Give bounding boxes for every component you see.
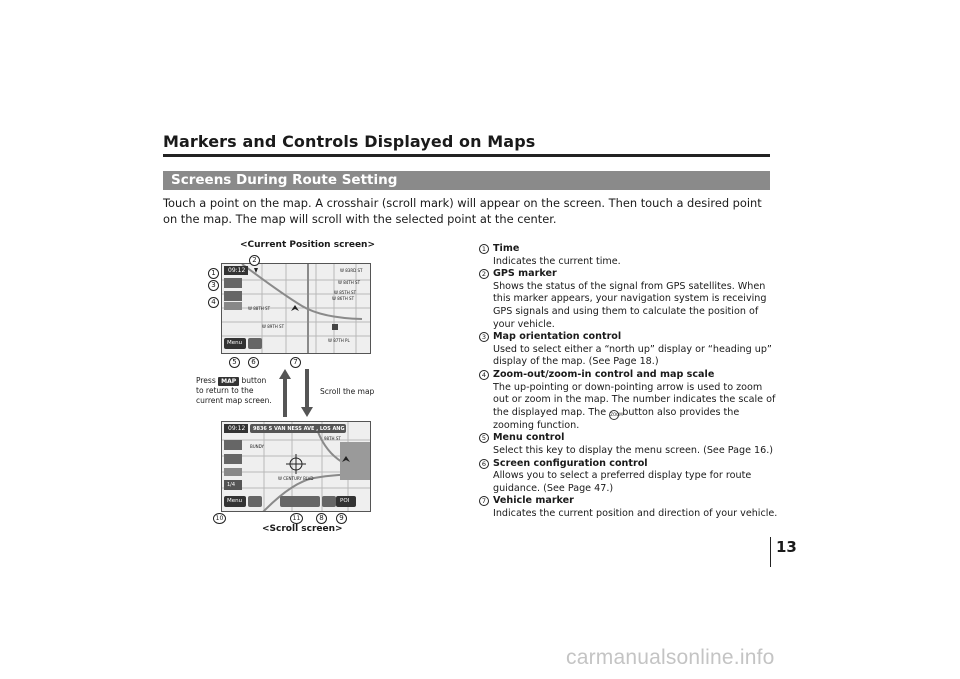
item-number: 5	[479, 433, 489, 443]
street-label: W 85TH ST	[334, 290, 357, 295]
page-number-rule	[770, 537, 771, 567]
callout-2: 2	[249, 255, 260, 266]
poi-button[interactable]: POI	[340, 498, 350, 504]
item-number: 7	[479, 496, 489, 506]
intro-paragraph: Touch a point on the map. A crosshair (scroll mark) will appear on the screen. Then touch a desired point on the map. The map will scroll with the selected point at the center.	[163, 196, 762, 226]
definition-item	[479, 243, 779, 268]
callout-6: 6	[248, 357, 259, 368]
transition-arrows	[279, 367, 319, 419]
item-number: 4	[479, 370, 489, 380]
watermark: carmanualsonline.info	[566, 646, 775, 669]
scroll-screen-caption: <Scroll screen>	[262, 524, 343, 534]
zoom-button-icon: ZOOM	[609, 410, 619, 420]
definition-item	[479, 331, 779, 369]
street-label: W 87TH PL	[328, 338, 350, 343]
scroll-map	[221, 421, 371, 512]
menu-button[interactable]: Menu	[227, 340, 243, 346]
street-label: BUNDY	[250, 444, 264, 449]
title-rule	[163, 154, 770, 157]
section-header	[163, 171, 770, 190]
callout-7: 7	[290, 357, 301, 368]
item-number: 6	[479, 459, 489, 469]
item-term: Map orientation control	[493, 331, 622, 343]
item-term: Zoom-out/zoom-in control and map scale	[493, 368, 715, 380]
page-title: Markers and Controls Displayed on Maps	[163, 132, 536, 151]
item-term: GPS marker	[493, 268, 557, 280]
item-description: Indicates the current time.	[493, 255, 621, 267]
callout-3: 3	[208, 280, 219, 291]
definition-item	[479, 458, 779, 496]
item-term: Vehicle marker	[493, 495, 574, 507]
item-description: Used to select either a “north up” display or “heading up” display of the map. (See Page 18.)	[493, 343, 772, 368]
current-position-caption: <Current Position screen>	[240, 240, 375, 250]
callout-4: 4	[208, 297, 219, 308]
item-term: Screen configuration control	[493, 457, 648, 469]
menu-button[interactable]: Menu	[227, 498, 243, 504]
definition-item	[479, 432, 779, 457]
section-title: Screens During Route Setting	[171, 172, 398, 188]
item-term: Menu control	[493, 432, 565, 444]
callout-11: 11	[290, 513, 303, 524]
definition-list	[479, 243, 779, 520]
callout-5: 5	[229, 357, 240, 368]
callout-1: 1	[208, 268, 219, 279]
definition-item	[479, 495, 779, 520]
map-key-icon: MAP	[218, 377, 239, 386]
item-term: Time	[493, 243, 520, 254]
definition-item	[479, 268, 779, 331]
return-note: Press MAP button to return to the current map screen.	[196, 376, 272, 405]
definition-item	[479, 369, 779, 432]
scroll-note: Scroll the map	[320, 387, 375, 396]
item-description: Indicates the current position and direction of your vehicle.	[493, 507, 778, 519]
address-bar: 9836 S VAN NESS AVE , LOS ANG	[253, 425, 345, 432]
street-label: W 89TH ST	[262, 324, 285, 329]
item-number: 3	[479, 332, 489, 342]
item-description: Select this key to display the menu screen. (See Page 16.)	[493, 444, 774, 456]
item-description: The up-pointing or down-pointing arrow is used to zoom out or zoom in the map. The number indicates the scale of the displayed map. The ZOOM button also provides the zooming function.	[493, 381, 776, 431]
callout-9: 9	[336, 513, 347, 524]
item-number: 1	[479, 244, 489, 254]
item-description: Allows you to select a preferred display type for route guidance. (See Page 47.)	[493, 470, 752, 494]
item-description: Shows the status of the signal from GPS satellites. When this marker appears, your navigation system is receiving GPS signals and using them to calculate the position of your vehicle.	[493, 280, 767, 330]
street-label: W 88TH ST	[248, 306, 271, 311]
street-label: W 86TH ST	[332, 296, 355, 301]
item-number: 2	[479, 269, 489, 279]
page-number: 13	[776, 538, 797, 556]
time-display: 09:12	[228, 425, 246, 432]
callout-8: 8	[316, 513, 327, 524]
street-label: W CENTURY BLVD	[278, 476, 314, 481]
scale-label: 1/4	[227, 482, 236, 488]
street-label: W 83RD ST	[340, 268, 363, 273]
street-label: 98TH ST	[324, 436, 341, 441]
street-label: W 84TH ST	[338, 280, 361, 285]
callout-10: 10	[213, 513, 226, 524]
current-position-map	[221, 263, 371, 354]
time-display: 09:12	[228, 267, 246, 274]
